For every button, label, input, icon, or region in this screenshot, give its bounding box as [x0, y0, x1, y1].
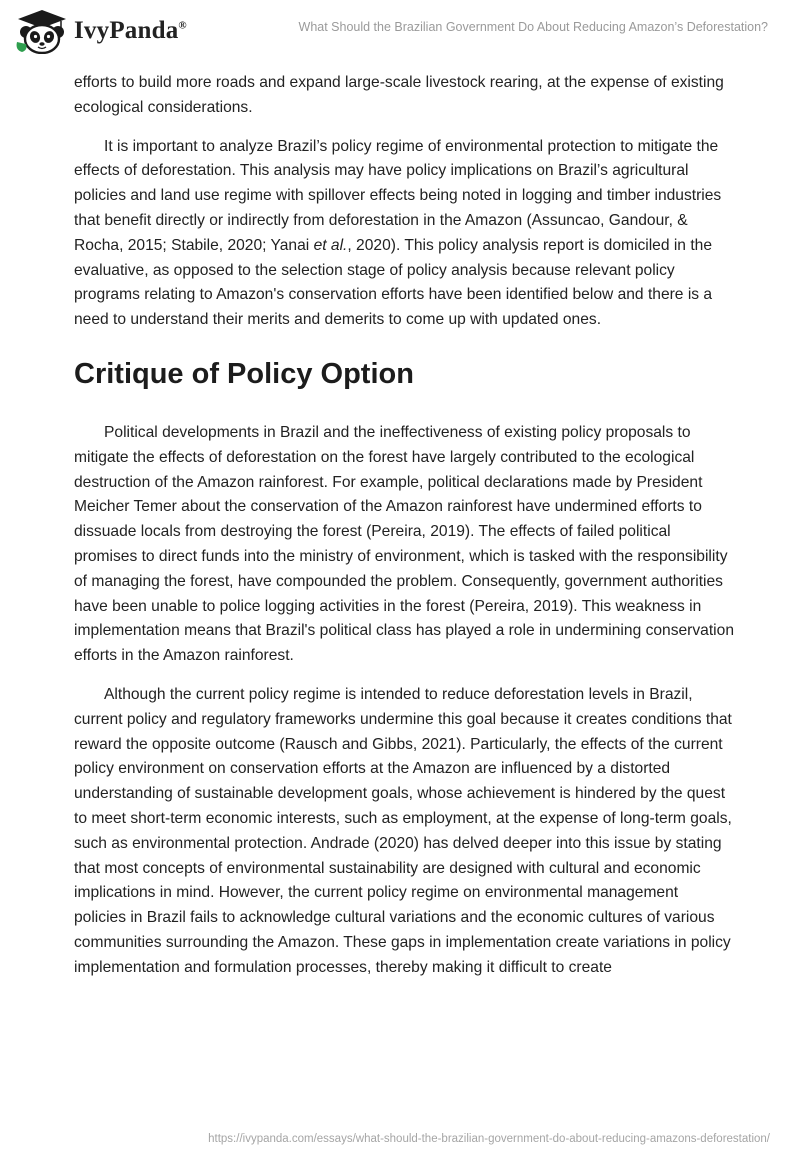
graduate-panda-icon — [14, 8, 70, 54]
document-title: What Should the Brazilian Government Do About Reducing Amazon’s Deforestation? — [298, 20, 768, 34]
footer-source-url[interactable]: https://ivypanda.com/essays/what-should-the-brazilian-government-do-about-reducing-amazons-deforestation/ — [208, 1133, 770, 1145]
ivypanda-logo[interactable] — [14, 8, 187, 54]
page-header — [0, 0, 800, 62]
brand-name: IvyPanda® — [74, 17, 187, 44]
section-heading: Critique of Policy Option — [74, 357, 414, 390]
paragraph-policy-analysis: It is important to analyze Brazil’s policy regime of environmental protection to mitigate the effects of deforestation. This analysis may have policy implications on Brazil’s agricultural policies and land use regime with spillover effects being noted in logging and timber industries that benefit directly or indirectly from deforestation in the Amazon (Assuncao, Gandour, & Rocha, 2015; Stabile, 2020; Yanai et al., 2020). This policy analysis report is domiciled in the evaluative, as opposed to the selection stage of policy analysis because relevant policy programs relating to Amazon's conservation efforts have been identified below and there is a need to understand their merits and demerits to come up with updated ones. — [74, 137, 722, 329]
paragraph-continuation: efforts to build more roads and expand large-scale livestock rearing, at the expense of existing ecological considerations. — [74, 74, 724, 116]
paragraph-political-developments: Political developments in Brazil and the ineffectiveness of existing policy proposals to mitigate the effects of deforestation on the forest have largely contributed to the ecological destruction of the Amazon rainforest. For example, political declarations made by President Meicher Temer about the conservation of the Amazon rainforest have undermined efforts to dissuade locals from destroying the forest (Pereira, 2019). The effects of failed political promises to direct funds into the ministry of environment, which is tasked with the responsibility of managing the forest, have compounded the problem. Consequently, government authorities have been unable to police logging activities in the forest (Pereira, 2019). This weakness in implementation means that Brazil's political class has played a role in undermining conservation efforts in the Amazon rainforest. — [74, 423, 734, 665]
essay-body — [74, 71, 734, 995]
paragraph-current-policy-regime: Although the current policy regime is intended to reduce deforestation levels in Brazil, current policy and regulatory frameworks undermine this goal because it creates conditions that reward the opposite outcome (Rausch and Gibbs, 2021). Particularly, the effects of the current policy environment on conservation efforts at the Amazon are influenced by a distorted understanding of sustainable development goals, whose achievement is hindered by the quest to meet short-term economic interests, such as employment, at the expense of long-term goals, such as environmental protection. Andrade (2020) has delved deeper into this issue by stating that most concepts of environmental sustainability are designed with cultural and economic implications in mind. However, the current policy regime on environmental management policies in Brazil fails to acknowledge cultural variations and the economic cultures of various communities surrounding the Amazon. These gaps in implementation create variations in policy implementation and formulation processes, thereby making it difficult to create — [74, 685, 732, 976]
